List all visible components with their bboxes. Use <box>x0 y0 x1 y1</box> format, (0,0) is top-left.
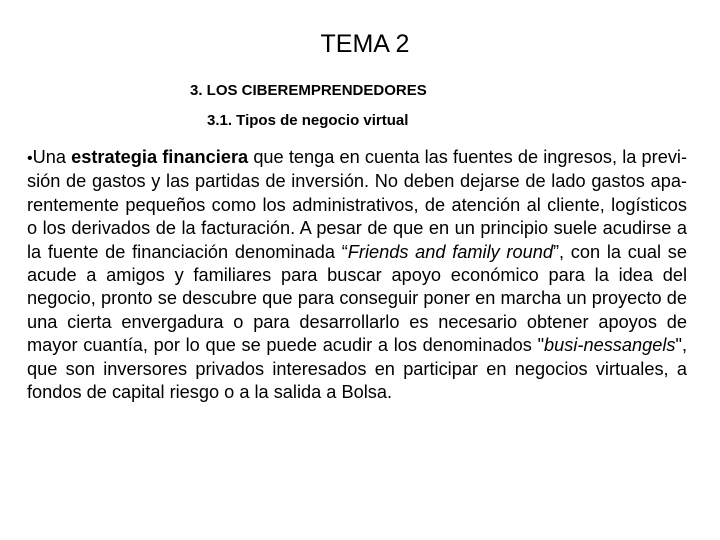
emphasis-business-angels: busi-nessangels <box>544 335 676 356</box>
section-heading: 3. LOS CIBEREMPRENDEDORES <box>190 82 427 99</box>
paragraph-text: Una <box>32 147 72 167</box>
bullet-icon: • <box>27 150 33 167</box>
slide-title: TEMA 2 <box>320 30 410 58</box>
paragraph-text: ”, con la cual se acude a amigos y familiares para buscar apoyo económico para la idea del negocio, pronto se descubre que para conseguir poner en marcha un proyecto de una cierta envergadura o para desarrollarlo es necesario obtener apoyos de mayor cuantía, por lo que se puede acudir a los denominados " <box>27 241 687 356</box>
emphasis-friends-family: Friends and family round <box>347 241 553 262</box>
body-paragraph <box>27 146 687 404</box>
paragraph-text: que tenga en cuenta las fuentes de ingresos, la previ-sión de gastos y las partidas de inversión. No deben dejarse de lado gastos apa-rentemente pequeños como los administrativos, de atención al cliente, logísticos o los derivados de la facturación. A pesar de que en un principio suele acudirse a la fuente de financiación denominada “ <box>27 147 688 262</box>
emphasis-strategy: estrategia financiera <box>71 147 249 167</box>
subsection-heading: 3.1. Tipos de negocio virtual <box>207 112 409 129</box>
paragraph-text: ", que son inversores privados interesados en participar en negocios virtuales, a fondos de capital riesgo o a la salida a Bolsa. <box>27 335 687 403</box>
